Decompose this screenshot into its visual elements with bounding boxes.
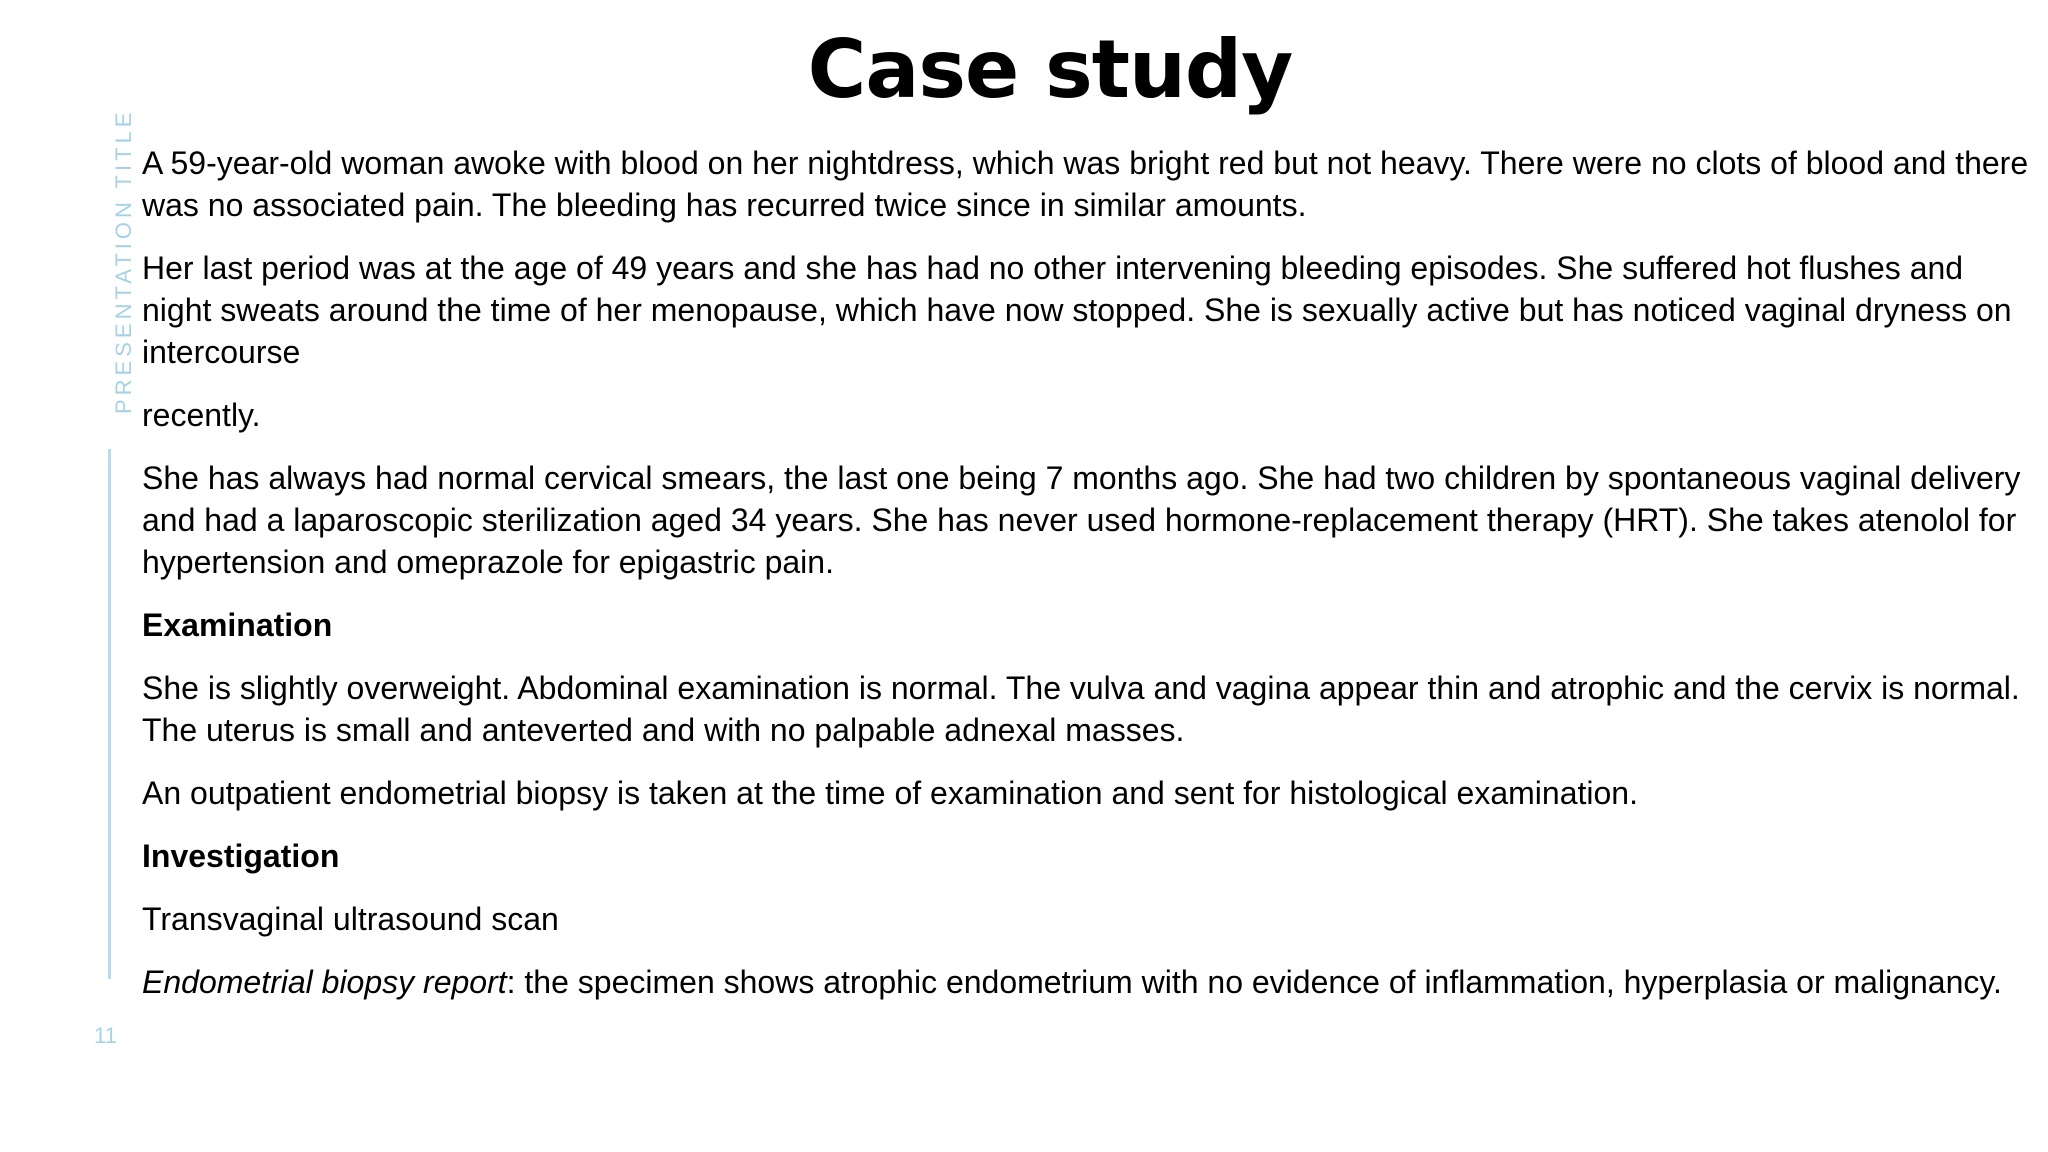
slide-title: Case study <box>807 23 1293 116</box>
biopsy-report-label: Endometrial biopsy report <box>142 964 507 1000</box>
examination-heading: Examination <box>142 607 333 643</box>
paragraph-medical-history: She has always had normal cervical smears, the last one being 7 months ago. She had two children by spontaneous vaginal delivery and had a laparoscopic sterilization aged 34 years. She has never used hormone-replacement therapy (HRT). She takes atenolol for hypertension and omeprazole for epigastric pain. <box>142 460 2021 580</box>
page-number: 11 <box>94 1023 117 1048</box>
slide-body <box>142 142 2032 1024</box>
paragraph-biopsy-taken: An outpatient endometrial biopsy is taken at the time of examination and sent for histological examination. <box>142 775 1638 811</box>
paragraph-presenting-complaint: A 59-year-old woman awoke with blood on her nightdress, which was bright red but not heavy. There were no clots of blood and there was no associated pain. The bleeding has recurred twice since in similar amounts. <box>142 145 2029 223</box>
investigation-heading: Investigation <box>142 838 340 874</box>
side-presentation-title: PRESENTATION TITLE <box>111 108 136 414</box>
biopsy-report-text: : the specimen shows atrophic endometrium with no evidence of inflammation, hyperplasia or malignancy. <box>506 964 2002 1000</box>
side-accent-line <box>108 449 111 979</box>
paragraph-biopsy-report <box>142 961 2032 1003</box>
paragraph-ultrasound: Transvaginal ultrasound scan <box>142 901 559 937</box>
paragraph-examination-findings: She is slightly overweight. Abdominal examination is normal. The vulva and vagina appear thin and atrophic and the cervix is normal. The uterus is small and anteverted and with no palpable adnexal masses. <box>142 670 2020 748</box>
paragraph-continuation: recently. <box>142 397 261 433</box>
paragraph-menstrual-history: Her last period was at the age of 49 years and she has had no other intervening bleeding episodes. She suffered hot flushes and night sweats around the time of her menopause, which have now stopped. She is sexually active but has noticed vaginal dryness on intercourse <box>142 250 2012 370</box>
